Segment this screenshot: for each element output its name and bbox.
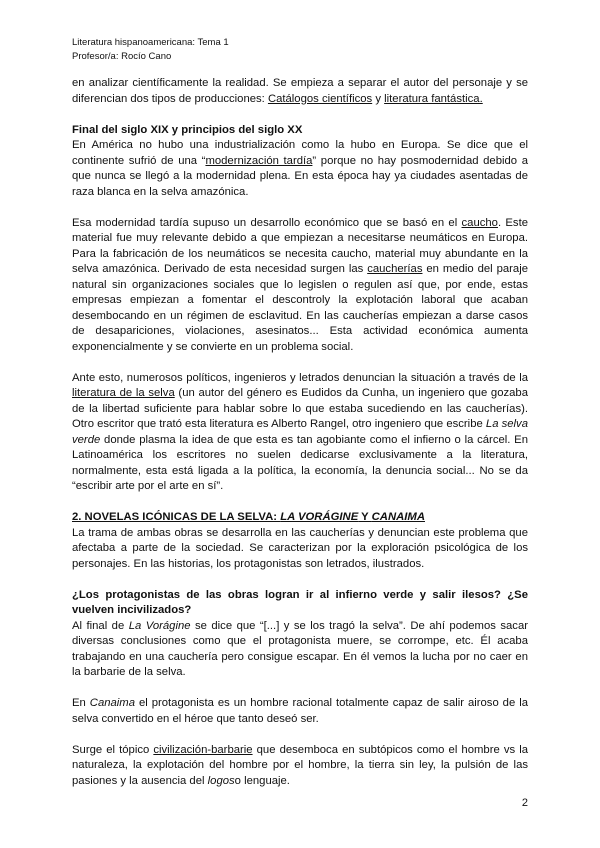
text-span: se dice que “[...] y se los tragó la selva”. De ahí podemos sacar diversas conclusiones como que el protagonista muere, se corrompe, etc. Él acaba trabajando en una cauchería pero consigue escapar. En él vemos la lucha por no caer en la barbarie de la selva.	[72, 619, 528, 678]
intro-connector: y	[372, 92, 385, 105]
paragraph-trama: La trama de ambas obras se desarrolla en las caucherías y denuncian este problema que afectaba a parte de la sociedad. Se caracterizan por la exploración psicológica de los personajes. En las historias, los protagonistas son letrados, ilustrados.	[72, 526, 528, 570]
text-span: el protagonista es un hombre racional totalmente capaz de salir airoso de la selva convertido en el héroe que tanto deseó ser.	[72, 697, 528, 725]
paragraph-literatura-selva	[72, 371, 528, 495]
text-span: o lenguaje.	[234, 774, 290, 787]
text-span: . Este material fue muy relevante debido a que empiezan a necesitarse neumáticos en Europa. Para la fabricación de los neumáticos se necesita caucho, material muy abundante en la selva amazónica. Derivado de esta necesidad surgen las	[72, 216, 528, 275]
intro-paragraph	[72, 76, 528, 107]
text-span: En	[72, 697, 90, 709]
page-number: 2	[521, 797, 528, 809]
link-literatura-fantastica: literatura fantástica.	[384, 92, 483, 105]
paragraph-modernizacion	[72, 138, 528, 200]
title-la-selva-verde: La selva verde	[72, 418, 528, 446]
text-span: (un autor del género es Eudidos da Cunha, un ingeniero que gozaba de la libertad suficiente para hablar sobre lo que estaba sucediendo en las caucherías). Otro escritor que trató esta literatura es Alberto Rangel, otro ingeniero que escribe	[72, 387, 528, 430]
text-span: Ante esto, numerosos políticos, ingenieros y letrados denuncian la situación a través de la	[72, 371, 528, 384]
heading-connector: Y	[358, 511, 372, 523]
text-span: en medio del paraje natural sin organizaciones sociales que lo legislen o regulen así que, por ende, estas empresas empiezan a fomentar el descontroly la explotación laboral que acaban desembocando en un régimen de esclavitud. En las caucherías empiezan a darse casos de desapariciones, violaciones, asesinatos... Esta actividad económica aumenta exponencialmente y se convierte en un problema social.	[72, 263, 528, 353]
term-civilizacion-barbarie: civilización-barbarie	[153, 743, 253, 756]
paragraph-caucho	[72, 216, 528, 356]
term-logos: logos	[207, 774, 235, 787]
section-heading-siglo: Final del siglo XIX y principios del siglo XX	[72, 123, 303, 136]
term-modernizacion: modernización tardía	[205, 154, 313, 167]
text-span: que desemboca en subtópicos como el hombre vs la naturaleza, la explotación del hombre por el hombre, la tierra sin ley, la pulsión de las pasiones y la ausencia del	[72, 743, 529, 787]
term-caucherias: caucherías	[367, 263, 423, 275]
page-header	[72, 36, 229, 64]
term-literatura-selva: literatura de la selva	[72, 387, 175, 399]
term-caucho: caucho	[461, 216, 498, 229]
document-body	[72, 76, 528, 805]
teacher-name: Profesor/a: Rocío Cano	[72, 51, 172, 62]
intro-text: en analizar científicamente la realidad. Se empieza a separar el autor del personaje y se diferencian dos tipos de producciones:	[72, 77, 528, 105]
title-canaima: Canaima	[89, 697, 135, 709]
text-span: donde plasma la idea de que esta es tan agobiante como el infierno o la cárcel. En Latinoamérica los escritores no suelen dedicarse exclusivamente a la literatura, normalmente, esta está ligada a la política, la economía, la denuncia social... No se da “escribir arte por el arte en sí”.	[72, 433, 528, 492]
question-heading: ¿Los protagonistas de las obras logran ir al infierno verde y salir ilesos? ¿Se vuelven incivilizados?	[72, 588, 528, 616]
text-span: Esa modernidad tardía supuso un desarrollo económico que se basó en el	[72, 216, 462, 229]
paragraph-canaima	[72, 696, 528, 727]
heading-text: 2. NOVELAS ICÓNICAS DE LA SELVA:	[72, 511, 281, 523]
heading-title-voragine: LA VORÁGINE	[280, 511, 359, 523]
title-la-voragine: La Vorágine	[128, 619, 191, 632]
text-span: Surge el tópico	[72, 743, 154, 756]
link-catalogos: Catálogos científicos	[267, 92, 373, 105]
text-span: ” porque no hay posmodernidad debido a que nunca se llegó a la modernidad plena. En esta época hay ya ciudades asentadas de raza blanca en la selva amazónica.	[72, 154, 528, 198]
paragraph-voragine	[72, 619, 528, 681]
text-span: Al final de	[72, 619, 129, 632]
paragraph-civilizacion	[72, 743, 528, 790]
section-heading-novelas	[72, 510, 528, 526]
heading-title-canaima: CANAIMA	[371, 511, 425, 523]
text-span: En América no hubo una industrialización como la hubo en Europa. Se dice que el continente sufrió de una “	[72, 139, 528, 167]
course-title: Literatura hispanoamericana: Tema 1	[72, 37, 229, 48]
